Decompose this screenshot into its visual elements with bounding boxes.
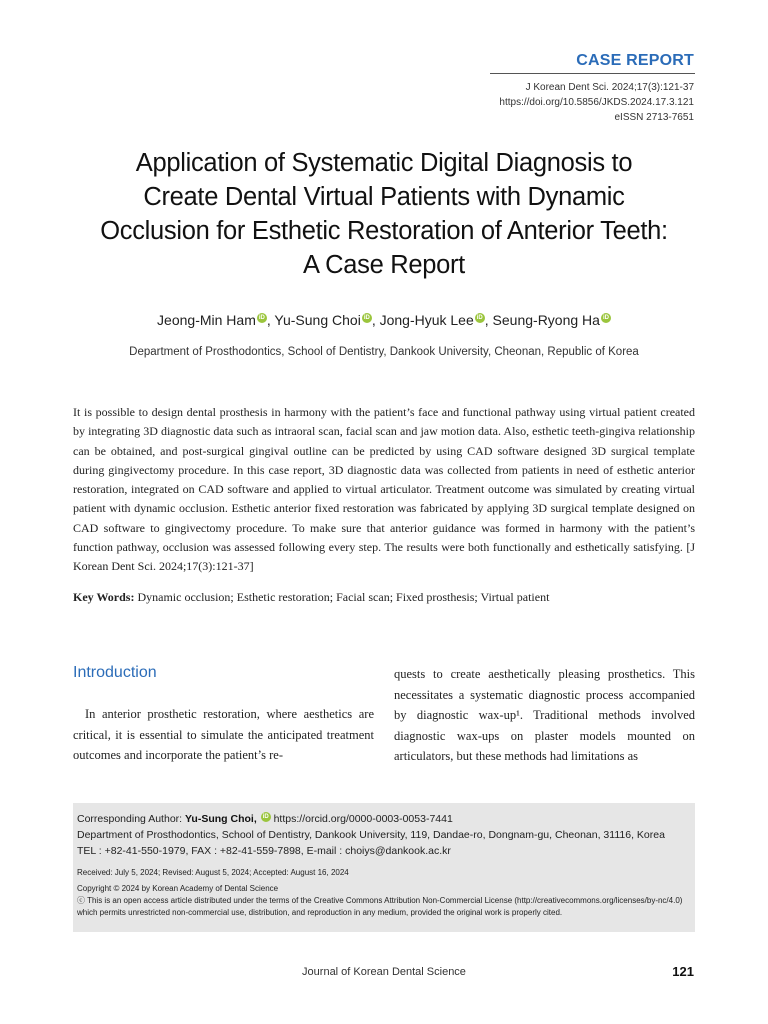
orcid-icon[interactable]: iD: [476, 315, 483, 321]
title-line: A Case Report: [303, 251, 465, 279]
header-divider: [490, 73, 695, 74]
author-list: Jeong-Min Ham iD , Yu-Sung Choi iD , Jong-Hyuk Lee iD , Seung-Ryong Ha iD: [157, 312, 609, 328]
article-dates: Received: July 5, 2024; Revised: August 5, 2024; Accepted: August 16, 2024: [77, 868, 349, 877]
author-name: Yu-Sung Choi: [274, 312, 361, 328]
corresponding-label: Corresponding Author:: [77, 813, 183, 825]
title-line: Application of Systematic Digital Diagnosis to: [135, 149, 633, 177]
orcid-icon[interactable]: iD: [262, 814, 269, 820]
author-name: Jong-Hyuk Lee: [379, 312, 474, 328]
section-label: CASE REPORT: [576, 52, 694, 69]
keywords: [73, 590, 549, 605]
corresponding-contact: TEL : +82-41-550-1979, FAX : +82-41-559-7898, E-mail : choiys@dankook.ac.kr: [77, 845, 451, 857]
title-line: Create Dental Virtual Patients with Dynamic: [143, 183, 625, 211]
footer-journal-name: Journal of Korean Dental Science: [302, 966, 466, 978]
section-heading-introduction: Introduction: [73, 664, 157, 681]
orcid-url[interactable]: https://orcid.org/0000-0003-0053-7441: [273, 813, 453, 825]
copyright: Copyright © 2024 by Korean Academy of Dental Science: [77, 884, 279, 893]
orcid-icon[interactable]: iD: [363, 315, 370, 321]
affiliation: Department of Prosthodontics, School of Dentistry, Dankook University, Cheonan, Republic of Korea: [129, 346, 639, 358]
article-meta: [499, 80, 694, 125]
citation: J Korean Dent Sci. 2024;17(3):121-37: [525, 82, 694, 93]
keywords-label: Key Words:: [73, 590, 135, 604]
doi-link[interactable]: https://doi.org/10.5856/JKDS.2024.17.3.121: [499, 97, 694, 108]
body-text-left-column: In anterior prosthetic restoration, where aesthetics are critical, it is essential to simulate the anticipated treatment outcomes and incorporate the patient’s re-: [73, 707, 374, 762]
corresponding-author-line: [77, 811, 693, 827]
license-line: ⓒ This is an open access article distributed under the terms of the Creative Commons Attribution Non-Commercial License (http://creativecommons.org/licenses/by-nc/4.0): [77, 896, 683, 905]
author-name: Seung-Ryong Ha: [492, 312, 600, 328]
keywords-text: Dynamic occlusion; Esthetic restoration; Facial scan; Fixed prosthesis; Virtual patient: [137, 590, 550, 604]
page-number: 121: [672, 964, 694, 979]
orcid-icon[interactable]: iD: [602, 315, 609, 321]
author-name: Jeong-Min Ham: [157, 312, 256, 328]
orcid-icon[interactable]: iD: [258, 315, 265, 321]
abstract: It is possible to design dental prosthesis in harmony with the patient’s face and functional pathway using virtual patient created by integrating 3D diagnostic data such as intraoral scan, facial scan and jaw motion data. Also, esthetic teeth-gingiva relationship can be obtained, and post-surgical gingival outline can be predicted by using CAD software designed 3D surgical template during gingivectomy procedure. In this case report, 3D diagnostic data was collected from patients in need of esthetic anterior restoration, integrated on CAD software and applied to virtual articulator. Treatment outcome was simulated by creating virtual patient with dynamic occlusion. Esthetic anterior fixed restoration was fabricated by applying 3D surgical template designed on CAD software to gingivectomy procedure. To make sure that anterior guidance was formed in harmony with the patient’s function pathway, occlusion was assessed following every step. The results were both functionally and esthetically satisfying. [J Korean Dent Sci. 2024;17(3):121-37]: [73, 405, 695, 574]
eissn: eISSN 2713-7651: [614, 112, 694, 123]
correspondence-box: [73, 803, 695, 932]
license-line: which permits unrestricted non-commercial use, distribution, and reproduction in any medium, provided the original work is properly cited.: [77, 908, 563, 917]
title-line: Occlusion for Esthetic Restoration of Anterior Teeth:: [100, 217, 668, 245]
body-text-right-column: quests to create aesthetically pleasing prosthetics. This necessitates a systematic diagnostic process accompanied by diagnostic wax-up¹. Traditional methods involved diagnostic wax-ups on plaster models mounted on articulators, but these methods had limitations as: [394, 667, 695, 763]
corresponding-address: Department of Prosthodontics, School of Dentistry, Dankook University, 119, Dandae-ro, Dongnam-gu, Cheonan, 31116, Korea: [77, 829, 665, 841]
corresponding-author-name: Yu-Sung Choi,: [185, 813, 257, 825]
article-title: [60, 146, 708, 282]
